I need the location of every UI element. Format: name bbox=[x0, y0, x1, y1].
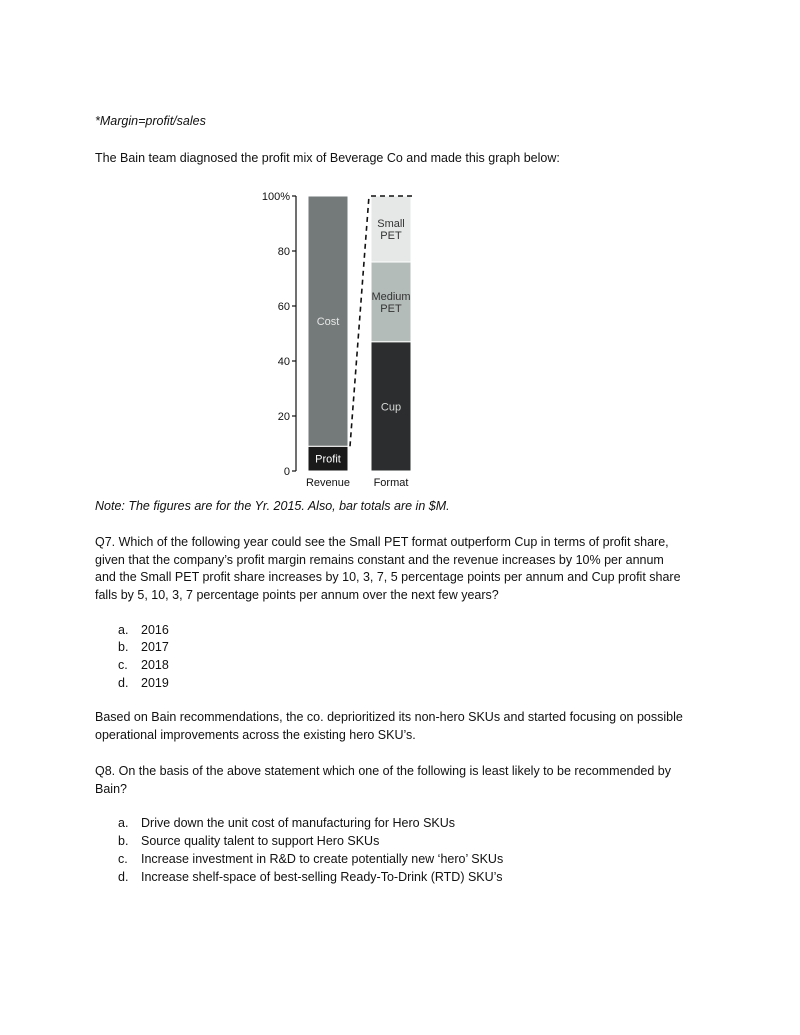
y-tick-label: 0 bbox=[283, 466, 290, 478]
y-tick-label: 80 bbox=[277, 246, 290, 258]
option-letter: c. bbox=[118, 658, 128, 672]
profit-mix-chart bbox=[250, 183, 430, 493]
q7-line: given that the company’s profit margin remains constant and the revenue increases by 10% per annum bbox=[95, 552, 664, 567]
segment-label-medium-pet: PET bbox=[380, 302, 402, 315]
q8-line: Bain? bbox=[95, 781, 127, 796]
statement-line: Based on Bain recommendations, the co. deprioritized its non-hero SKUs and started focusing on possible bbox=[95, 710, 683, 724]
option-text: Increase investment in R&D to create potentially new ‘hero’ SKUs bbox=[141, 852, 504, 866]
x-category-label: Format bbox=[373, 477, 409, 489]
option-letter: b. bbox=[118, 640, 129, 654]
question-7 bbox=[95, 534, 707, 604]
option-text: 2018 bbox=[141, 658, 169, 672]
q7-line: falls by 5, 10, 3, 7 percentage points per annum over the next few years? bbox=[95, 587, 499, 602]
segment-label-small-pet: Small bbox=[377, 218, 405, 230]
option-letter: a. bbox=[118, 623, 129, 637]
q7-line: and the Small PET profit share increases by 10, 3, 7, 5 percentage points per annum and Cup profit share bbox=[95, 570, 681, 584]
option-letter: d. bbox=[118, 870, 129, 884]
y-tick-label: 20 bbox=[277, 411, 290, 423]
segment-label-profit: Profit bbox=[315, 453, 341, 466]
q7-line: Q7. Which of the following year could see the Small PET format outperform Cup in terms of profit share, bbox=[95, 535, 669, 549]
statement-line: operational improvements across the existing hero SKU’s. bbox=[95, 727, 416, 742]
y-tick-label: 100% bbox=[261, 191, 290, 203]
margin-note: *Margin=profit/sales bbox=[95, 114, 206, 128]
segment-label-cup: Cup bbox=[380, 401, 402, 414]
segment-label-cost: Cost bbox=[316, 316, 340, 329]
x-category-label: Revenue bbox=[305, 477, 351, 489]
option-letter: c. bbox=[118, 852, 128, 866]
option-text: 2016 bbox=[141, 623, 169, 637]
segment-label-medium-pet: Medium bbox=[371, 290, 411, 303]
q8-line: Q8. On the basis of the above statement which one of the following is least likely to be recommended by bbox=[95, 764, 672, 778]
intro-text: The Bain team diagnosed the profit mix of Beverage Co and made this graph below: bbox=[95, 151, 560, 165]
option-letter: b. bbox=[118, 834, 129, 848]
segment-label-small-pet: PET bbox=[380, 230, 402, 242]
y-tick-label: 60 bbox=[277, 301, 290, 313]
option-text: Increase shelf-space of best-selling Ready-To-Drink (RTD) SKU’s bbox=[141, 870, 503, 884]
option-letter: a. bbox=[118, 816, 129, 830]
option-text: 2017 bbox=[141, 640, 169, 654]
option-text: Drive down the unit cost of manufacturing for Hero SKUs bbox=[141, 816, 456, 830]
option-text: 2019 bbox=[141, 676, 169, 690]
dashed-connector bbox=[350, 196, 369, 446]
chart-note: Note: The figures are for the Yr. 2015. Also, bar totals are in $M. bbox=[95, 499, 450, 513]
bain-statement bbox=[95, 709, 707, 744]
y-tick-label: 40 bbox=[277, 356, 290, 368]
question-8 bbox=[95, 763, 707, 798]
option-letter: d. bbox=[118, 676, 129, 690]
option-text: Source quality talent to support Hero SKUs bbox=[141, 834, 380, 848]
